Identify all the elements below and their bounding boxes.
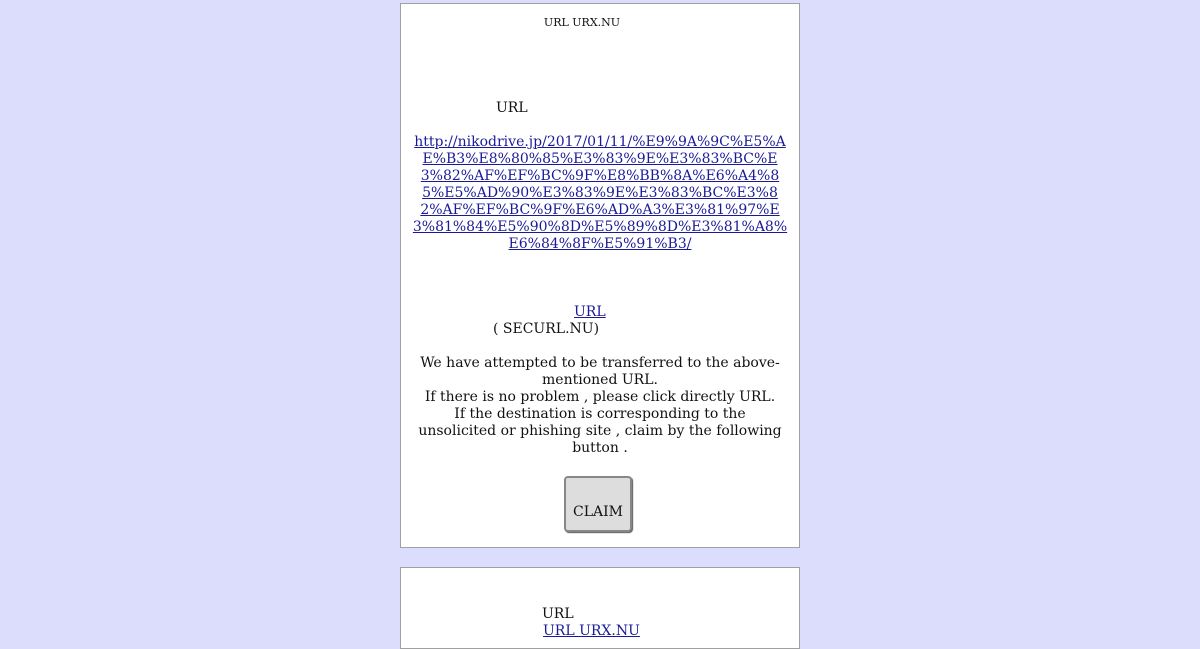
notice-line-transfer: We have attempted to be transferred to the above-mentioned URL.	[420, 355, 780, 388]
notice-line-click-url: If there is no problem , please click directly URL.	[424, 389, 776, 405]
short-url-link-label: URL	[574, 304, 606, 320]
redirect-notice	[415, 355, 785, 457]
claim-button[interactable]: CLAIM	[564, 476, 632, 532]
page-title: URL URX.NU	[543, 16, 621, 29]
second-panel-label: URL	[542, 606, 574, 622]
notice-line-claim: If the destination is corresponding to the unsolicited or phishing site , claim by the following button .	[418, 406, 782, 456]
secure-domain-note: ( SECURL.NU)	[493, 321, 600, 337]
destination-url-label: URL	[496, 100, 528, 116]
short-url-link[interactable]	[574, 304, 628, 320]
redirect-panel	[400, 3, 800, 548]
destination-url-link[interactable]: http://nikodrive.jp/2017/01/11/%E9%9A%9C%E5%AE%B3%E8%80%85%E3%83%9E%E3%83%BC%E3%82%AF%EF%BC%9F%E8%BB%8A%E6%A4%85%E5%AD%90%E3%83%9E%E3%83%BC%E3%82%AF%EF%BC%9F%E6%AD%A3%E3%81%97%E3%81%84%E5%90%8D%E5%89%8D%E3%81%A8%E6%84%8F%E5%91%B3/	[412, 134, 788, 252]
second-panel-link[interactable]: URL URX.NU	[543, 623, 640, 639]
second-panel	[400, 567, 800, 649]
